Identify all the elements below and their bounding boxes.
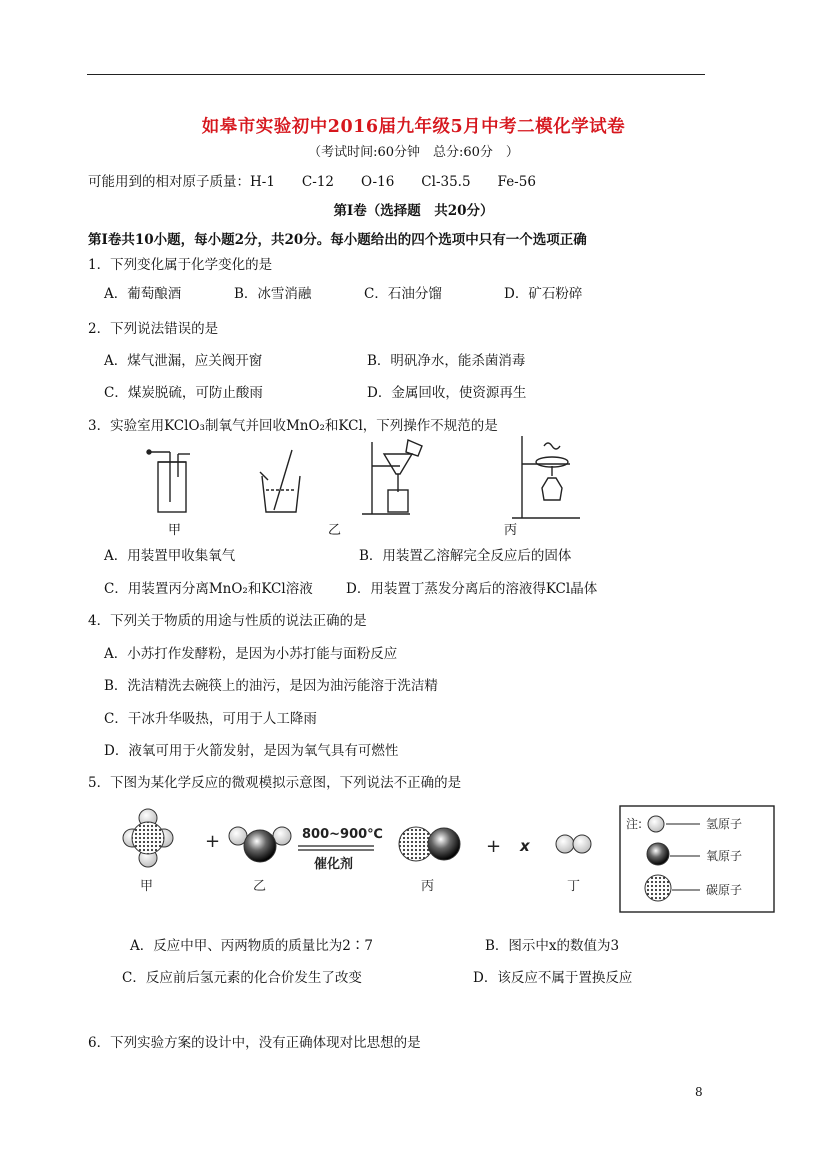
molecule-bing [399,827,460,861]
q2-option-a: A．煤气泄漏，应关阀开窗 [104,353,263,369]
atomic-masses: 可能用到的相对原子质量：H-1 C-12 O-16 Cl-35.5 Fe-56 [88,174,536,190]
plus-2: + [486,836,502,857]
apparatus-jia [147,450,190,512]
molecule-label-jia: 甲 [140,879,154,894]
apparatus-ding [512,436,580,518]
q3-option-c: C．用装置丙分离MnO₂和KCl溶液 [104,581,313,597]
molecule-label-bing: 丙 [421,879,435,894]
q3-option-d: D．用装置丁蒸发分离后的溶液得KCl晶体 [346,581,598,597]
exam-subtitle: （考试时间:60分钟 总分:60分 ） [308,145,519,160]
q4-stem: 4．下列关于物质的用途与性质的说法正确的是 [88,613,367,629]
q5-option-b: B．图示中x的数值为3 [485,938,620,954]
q5-reaction-diagram [110,800,790,920]
legend-box [620,806,774,912]
legend-hydrogen: 氢原子 [706,817,743,831]
section-title: 第Ⅰ卷（选择题 共20分） [333,203,494,219]
molecule-label-yi: 乙 [253,879,267,894]
q5-option-c: C．反应前后氢元素的化合价发生了改变 [122,970,362,986]
q3-option-b: B．用装置乙溶解完全反应后的固体 [359,548,572,564]
reaction-condition-temp: 800~900℃ [302,827,383,842]
apparatus-label-yi: 乙 [328,523,342,538]
q6-stem: 6．下列实验方案的设计中，没有正确体现对比思想的是 [88,1035,421,1051]
q5-option-a: A．反应中甲、丙两物质的质量比为2∶7 [130,938,373,954]
q1-option-b: B．冰雪消融 [234,286,312,302]
q3-apparatus-figure [140,432,590,537]
section-instructions: 第Ⅰ卷共10小题，每小题2分，共20分。每小题给出的四个选项中只有一个选项正确 [88,232,587,248]
q2-option-c: C．煤炭脱硫，可防止酸雨 [104,385,263,401]
q1-option-c: C．石油分馏 [364,286,442,302]
apparatus-bing [362,440,422,514]
q1-stem: 1．下列变化属于化学变化的是 [88,257,273,273]
molecule-jia [123,809,173,867]
molecule-label-ding: 丁 [567,879,581,894]
apparatus-label-bing: 丙 [504,523,518,538]
q2-option-b: B．明矾净水，能杀菌消毒 [367,353,526,369]
legend-carbon: 碳原子 [706,883,743,897]
reaction-condition-catalyst: 催化剂 [314,857,354,872]
q4-option-b: B．洗洁精洗去碗筷上的油污，是因为油污能溶于洗洁精 [104,678,438,694]
q2-option-d: D．金属回收，使资源再生 [367,385,527,401]
q5-stem: 5．下图为某化学反应的微观模拟示意图，下列说法不正确的是 [88,775,462,791]
exam-title: 如皋市实验初中2016届九年级5月中考二模化学试卷 [201,117,626,137]
apparatus-yi [260,450,300,512]
header-rule [87,74,705,75]
plus-1: + [205,831,221,852]
legend-oxygen: 氧原子 [706,849,743,863]
q4-option-a: A．小苏打作发酵粉，是因为小苏打能与面粉反应 [104,646,398,662]
q3-stem: 3．实验室用KClO₃制氧气并回收MnO₂和KCl，下列操作不规范的是 [88,418,498,434]
q1-option-a: A．葡萄酿酒 [104,286,182,302]
q3-option-a: A．用装置甲收集氧气 [104,548,236,564]
molecule-ding [556,835,591,853]
molecule-yi [229,827,291,862]
coefficient-x: x [520,837,530,855]
q4-option-d: D．液氧可用于火箭发射，是因为氧气具有可燃性 [104,743,399,759]
page-number: 8 [695,1085,703,1099]
q2-stem: 2．下列说法错误的是 [88,321,219,337]
q5-option-d: D．该反应不属于置换反应 [473,970,633,986]
legend-title: 注: [626,817,643,831]
apparatus-label-jia: 甲 [168,523,182,538]
q1-option-d: D．矿石粉碎 [504,286,583,302]
q4-option-c: C．干冰升华吸热，可用于人工降雨 [104,711,317,727]
